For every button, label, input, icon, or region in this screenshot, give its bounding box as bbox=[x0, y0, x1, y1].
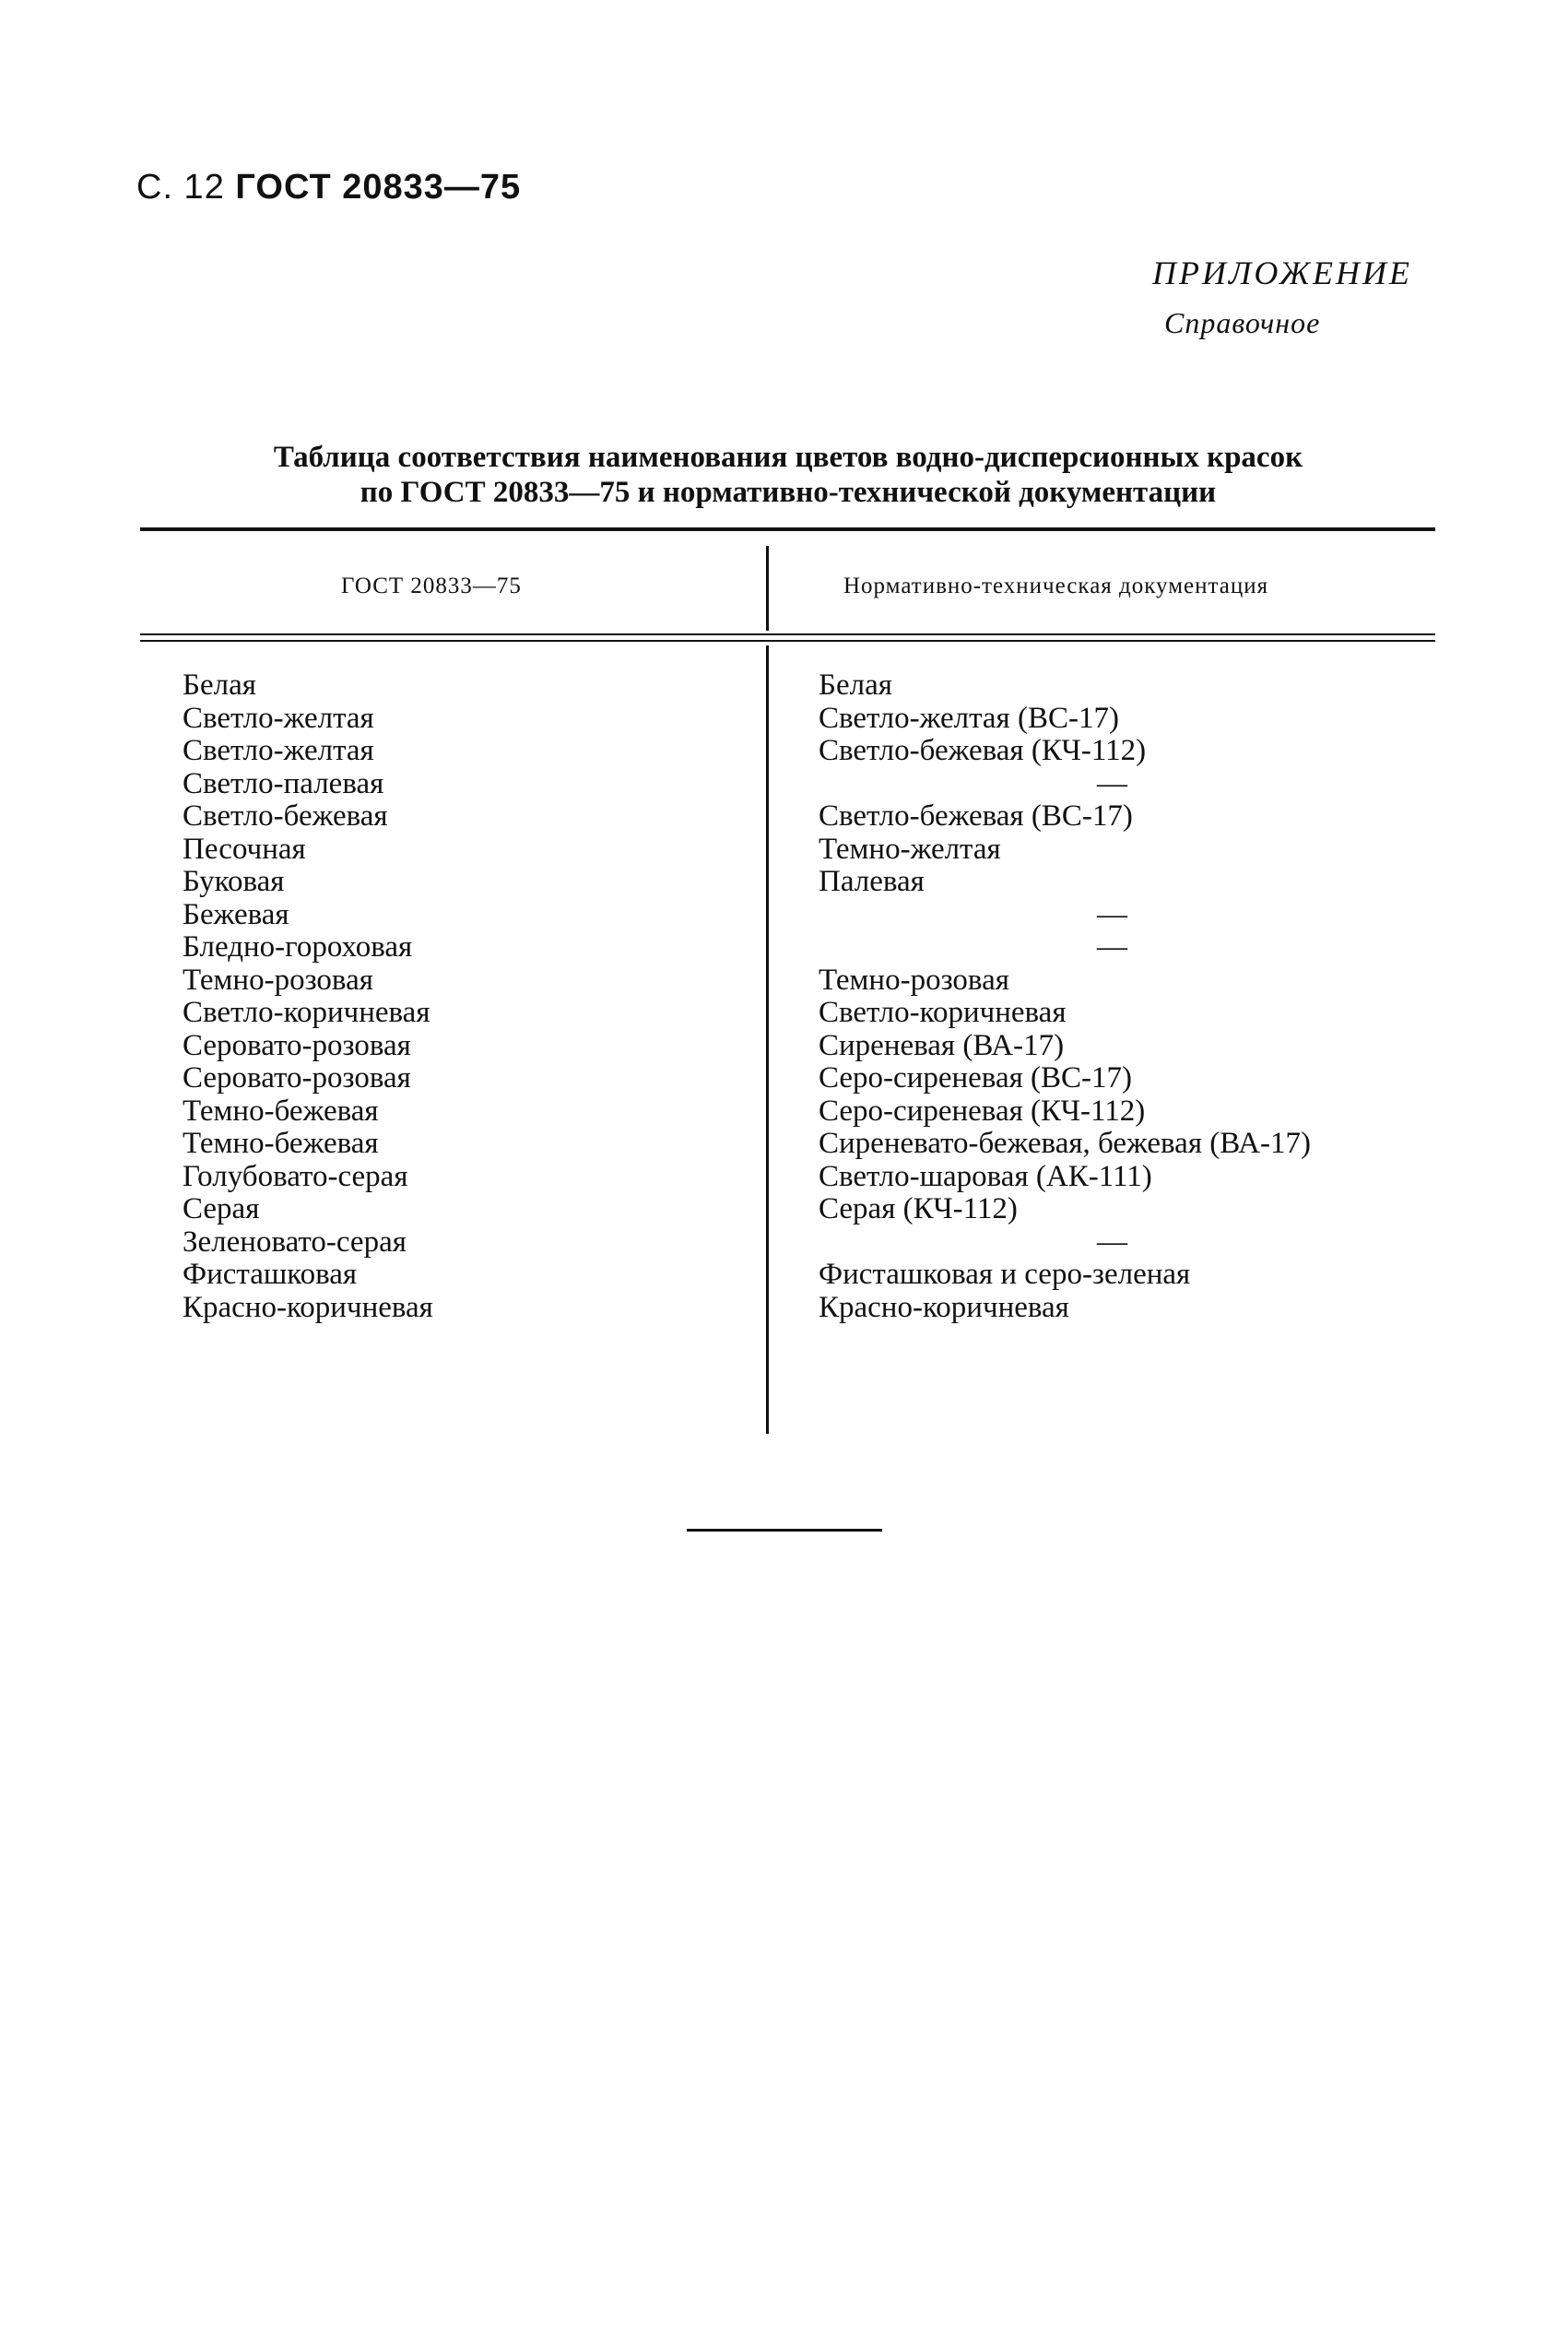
ntd-color-item: Сиреневая (ВА-17) bbox=[819, 1028, 1065, 1062]
ntd-color-item: Серо-сиреневая (ВС-17) bbox=[819, 1061, 1133, 1095]
ntd-color-item-dash: — bbox=[1097, 930, 1127, 964]
gost-color-item: Светло-коричневая bbox=[183, 996, 430, 1029]
gost-color-item: Серовато-розовая bbox=[183, 1061, 411, 1095]
ntd-color-item: Темно-розовая bbox=[819, 963, 1009, 997]
ntd-color-item-dash: — bbox=[1097, 897, 1127, 931]
table-title-line-2: по ГОСТ 20833—75 и нормативно-технической документации bbox=[360, 476, 1217, 509]
appendix-subtitle: Справочное bbox=[1164, 306, 1321, 339]
ntd-color-item: Серо-сиреневая (КЧ-112) bbox=[819, 1094, 1146, 1128]
gost-color-item: Темно-розовая bbox=[183, 963, 373, 997]
gost-color-item: Фисташковая bbox=[183, 1258, 358, 1291]
gost-color-item: Серая bbox=[183, 1192, 260, 1225]
column-header-gost: ГОСТ 20833—75 bbox=[341, 574, 522, 598]
ntd-color-item-dash: — bbox=[1097, 1225, 1127, 1259]
ntd-color-item: Сиреневато-бежевая, бежевая (ВА-17) bbox=[819, 1127, 1311, 1160]
ntd-color-item: Светло-шаровая (АК-111) bbox=[819, 1159, 1152, 1193]
column-divider-header bbox=[766, 546, 769, 631]
gost-color-item: Бледно-гороховая bbox=[183, 930, 413, 964]
gost-color-item: Белая bbox=[183, 669, 256, 702]
page-number: С. 12 bbox=[136, 168, 225, 207]
end-of-document-rule bbox=[687, 1529, 882, 1532]
gost-color-item: Светло-желтая bbox=[183, 701, 374, 735]
ntd-color-item: Фисташковая и серо-зеленая bbox=[819, 1258, 1191, 1291]
gost-color-item: Светло-палевая bbox=[183, 766, 384, 800]
gost-color-item: Голубовато-серая bbox=[183, 1159, 408, 1193]
ntd-color-item: Серая (КЧ-112) bbox=[819, 1192, 1018, 1225]
ntd-color-item-dash: — bbox=[1097, 766, 1127, 800]
gost-color-item: Зеленовато-серая bbox=[183, 1225, 407, 1259]
page-header bbox=[136, 168, 521, 207]
appendix-title: ПРИЛОЖЕНИЕ bbox=[1152, 254, 1412, 291]
gost-color-item: Серовато-розовая bbox=[183, 1028, 411, 1062]
gost-color-item: Светло-желтая bbox=[183, 734, 374, 767]
gost-color-item: Бежевая bbox=[183, 897, 289, 931]
ntd-color-item: Палевая bbox=[819, 865, 925, 898]
ntd-color-list bbox=[819, 669, 1311, 1324]
ntd-color-item: Светло-бежевая (ВС-17) bbox=[819, 799, 1133, 833]
gost-color-item: Темно-бежевая bbox=[183, 1127, 379, 1160]
gost-color-list bbox=[183, 669, 433, 1324]
ntd-color-item: Светло-коричневая bbox=[819, 996, 1067, 1029]
table-title bbox=[138, 440, 1438, 510]
header-bottom-rule bbox=[140, 633, 1435, 635]
ntd-color-item: Светло-бежевая (КЧ-112) bbox=[819, 734, 1147, 767]
ntd-color-item: Красно-коричневая bbox=[819, 1290, 1069, 1324]
standard-code: ГОСТ 20833—75 bbox=[235, 168, 522, 207]
header-bottom-rule-2 bbox=[140, 640, 1435, 642]
column-header-ntd: Нормативно-техническая документация bbox=[843, 574, 1269, 598]
ntd-color-item: Темно-желтая bbox=[819, 832, 1001, 866]
table-title-line-1: Таблица соответствия наименования цветов водно-дисперсионных красок bbox=[273, 441, 1303, 474]
gost-color-item: Красно-коричневая bbox=[183, 1290, 433, 1324]
gost-color-item: Темно-бежевая bbox=[183, 1094, 379, 1128]
ntd-color-item: Светло-желтая (ВС-17) bbox=[819, 701, 1119, 735]
table-top-rule bbox=[140, 527, 1435, 531]
gost-color-item: Буковая bbox=[183, 865, 285, 898]
ntd-color-item: Белая bbox=[819, 669, 892, 702]
gost-color-item: Светло-бежевая bbox=[183, 799, 388, 833]
gost-color-item: Песочная bbox=[183, 832, 306, 866]
column-divider-body bbox=[766, 645, 769, 1434]
